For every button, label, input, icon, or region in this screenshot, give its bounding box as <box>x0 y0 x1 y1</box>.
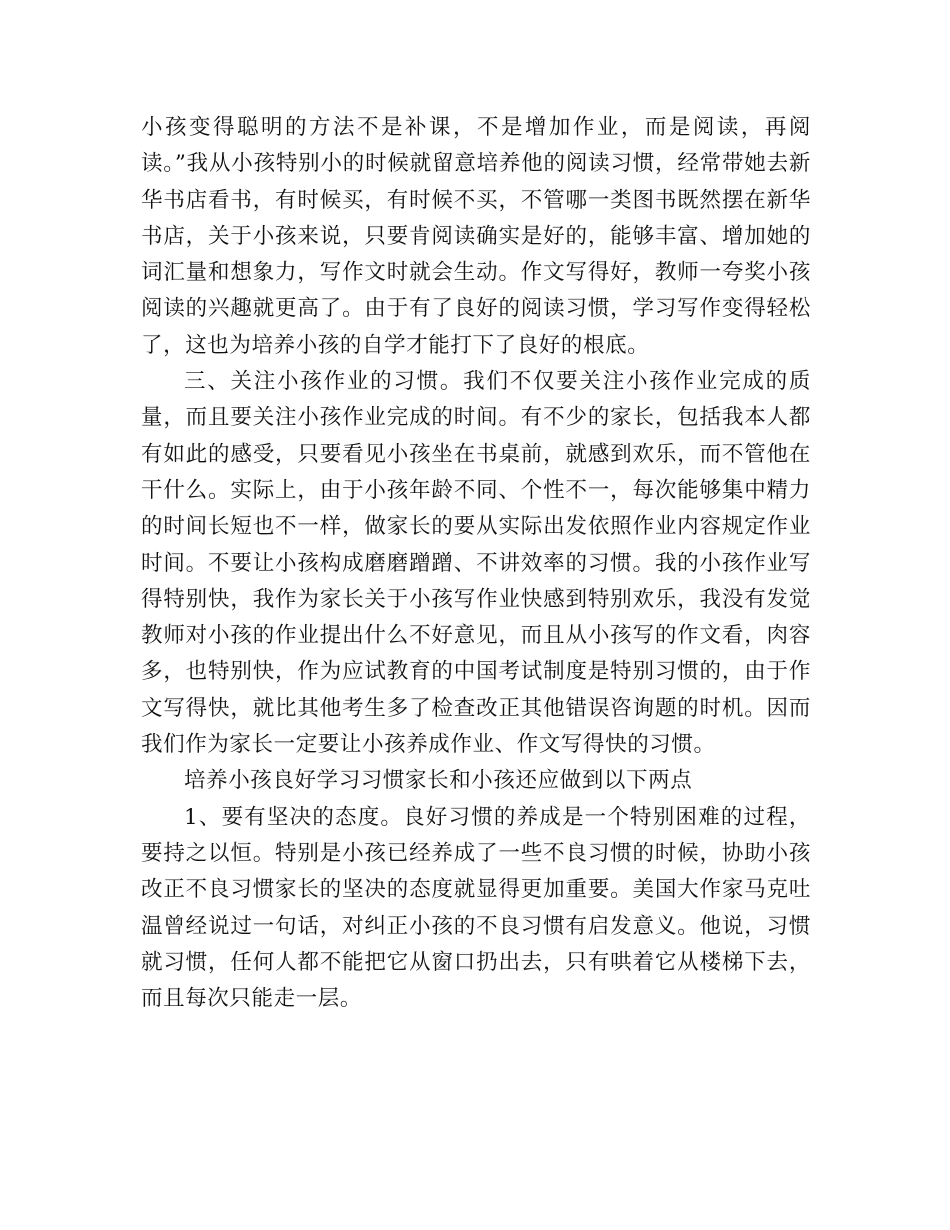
document-body <box>141 110 811 1017</box>
paragraph-4: 1、要有坚决的态度。良好习惯的养成是一个特别困难的过程，要持之以恒。特别是小孩已经养成了一些不良习惯的时候，协助小孩改正不良习惯家长的坚决的态度就显得更加重要。美国大作家马克吐温曾经说过一句话，对纠正小孩的不良习惯有启发意义。他说，习惯就习惯，任何人都不能把它从窗口扔出去，只有哄着它从楼梯下去，而且每次只能走一层。 <box>141 804 811 1012</box>
paragraph-1: 小孩变得聪明的方法不是补课，不是增加作业，而是阅读，再阅读。”我从小孩特别小的时候就留意培养他的阅读习惯，经常带她去新华书店看书，有时候买，有时候不买，不管哪一类图书既然摆在新华书店，关于小孩来说，只要肯阅读确实是好的，能够丰富、增加她的词汇量和想象力，写作文时就会生动。作文写得好，教师一夸奖小孩阅读的兴趣就更高了。由于有了良好的阅读习惯，学习写作变得轻松了，这也为培养小孩的自学才能打下了良好的根底。 <box>141 115 811 358</box>
paragraph-2: 三、关注小孩作业的习惯。我们不仅要关注小孩作业完成的质量，而且要关注小孩作业完成的时间。有不少的家长，包括我本人都有如此的感受，只要看见小孩坐在书桌前，就感到欢乐，而不管他在干什么。实际上，由于小孩年龄不同、个性不一，每次能够集中精力的时间长短也不一样，做家长的要从实际出发依照作业内容规定作业时间。不要让小孩构成磨磨蹭蹭、不讲效率的习惯。我的小孩作业写得特别快，我作为家长关于小孩写作业快感到特别欢乐，我没有发觉教师对小孩的作业提出什么不好意见，而且从小孩写的作文看，肉容多，也特别快，作为应试教育的中国考试制度是特别习惯的，由于作文写得快，就比其他考生多了检查改正其他错误咨询题的时机。因而我们作为家长一定要让小孩养成作业、作文写得快的习惯。 <box>141 369 811 758</box>
paragraph-3: 培养小孩良好学习习惯家长和小孩还应做到以下两点 <box>184 768 693 794</box>
